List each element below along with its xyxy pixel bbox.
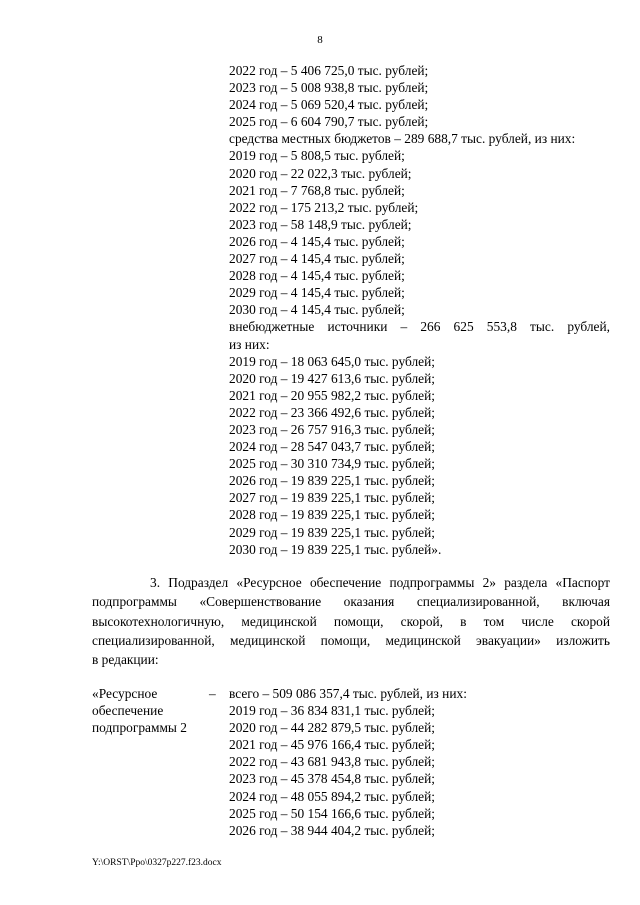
funding-line: 2025 год – 30 310 734,9 тыс. рублей; — [229, 456, 435, 472]
funding-line: 2027 год – 19 839 225,1 тыс. рублей; — [229, 490, 435, 506]
funding-line: 2028 год – 4 145,4 тыс. рублей; — [229, 268, 405, 284]
file-path-footer: Y:\ORST\Ppo\0327p227.f23.docx — [92, 858, 222, 868]
resource-label — [92, 685, 210, 736]
paragraph-line: в редакции: — [92, 652, 159, 668]
paragraph-line: подпрограммы «Совершенствование оказания специализированной, включая — [92, 594, 610, 610]
extrabudget-heading-cont: из них: — [229, 336, 270, 352]
funding-line: 2020 год – 22 022,3 тыс. рублей; — [229, 165, 412, 181]
funding-line: 2020 год – 19 427 613,6 тыс. рублей; — [229, 370, 435, 386]
funding-line: 2025 год – 6 604 790,7 тыс. рублей; — [229, 114, 429, 130]
funding-line: 2024 год – 28 547 043,7 тыс. рублей; — [229, 439, 435, 455]
label-dash: – — [209, 686, 216, 701]
paragraph-line: 3. Подраздел «Ресурсное обеспечение подпрограммы 2» раздела «Паспорт — [150, 575, 610, 590]
funding-line: 2029 год – 19 839 225,1 тыс. рублей; — [229, 524, 435, 540]
funding-line: 2021 год – 7 768,8 тыс. рублей; — [229, 182, 405, 198]
funding-line: 2024 год – 48 055 894,2 тыс. рублей; — [229, 788, 435, 804]
funding-line: 2019 год – 18 063 645,0 тыс. рублей; — [229, 353, 435, 369]
page-number: 8 — [317, 34, 323, 46]
funding-line: 2022 год – 5 406 725,0 тыс. рублей; — [229, 63, 429, 78]
funding-line: 2023 год – 5 008 938,8 тыс. рублей; — [229, 80, 429, 96]
resource-label-line: подпрограммы 2 — [92, 720, 187, 736]
paragraph-line: высокотехнологичную, медицинской помощи, скорой, в том числе скорой — [92, 613, 610, 629]
funding-line: 2022 год – 175 213,2 тыс. рублей; — [229, 199, 419, 215]
funding-list-section — [229, 685, 610, 839]
funding-list-top — [229, 62, 610, 558]
funding-line: 2024 год – 5 069 520,4 тыс. рублей; — [229, 97, 429, 113]
funding-line: 2020 год – 44 282 879,5 тыс. рублей; — [229, 720, 435, 736]
local-budget-heading: средства местных бюджетов – 289 688,7 тыс. рублей, из них: — [229, 131, 576, 147]
amendment-paragraph — [92, 573, 610, 669]
funding-line: 2028 год – 19 839 225,1 тыс. рублей; — [229, 507, 435, 523]
extrabudget-heading: внебюджетные источники – 266 625 553,8 тыс. рублей, — [229, 319, 610, 335]
funding-line: 2023 год – 45 378 454,8 тыс. рублей; — [229, 771, 435, 787]
funding-line: 2023 год – 58 148,9 тыс. рублей; — [229, 216, 412, 232]
resource-label-line: «Ресурсное — [92, 686, 158, 701]
funding-total: всего – 509 086 357,4 тыс. рублей, из них: — [229, 686, 467, 701]
funding-line: 2026 год – 19 839 225,1 тыс. рублей; — [229, 473, 435, 489]
funding-line: 2021 год – 20 955 982,2 тыс. рублей; — [229, 387, 435, 403]
funding-line: 2019 год – 36 834 831,1 тыс. рублей; — [229, 703, 435, 719]
funding-line: 2026 год – 4 145,4 тыс. рублей; — [229, 233, 405, 249]
funding-line: 2027 год – 4 145,4 тыс. рублей; — [229, 251, 405, 267]
funding-line: 2029 год – 4 145,4 тыс. рублей; — [229, 285, 405, 301]
funding-line: 2022 год – 23 366 492,6 тыс. рублей; — [229, 404, 435, 420]
funding-line: 2022 год – 43 681 943,8 тыс. рублей; — [229, 754, 435, 770]
funding-line: 2030 год – 4 145,4 тыс. рублей; — [229, 302, 405, 318]
funding-line: 2019 год – 5 808,5 тыс. рублей; — [229, 148, 405, 164]
funding-line: 2026 год – 38 944 404,2 тыс. рублей; — [229, 822, 435, 838]
resource-label-line: обеспечение — [92, 703, 164, 719]
funding-line: 2021 год – 45 976 166,4 тыс. рублей; — [229, 737, 435, 753]
funding-line: 2023 год – 26 757 916,3 тыс. рублей; — [229, 421, 435, 437]
paragraph-line: специализированной, медицинской помощи, медицинской эвакуации» изложить — [92, 632, 610, 648]
funding-line: 2030 год – 19 839 225,1 тыс. рублей». — [229, 541, 442, 557]
funding-line: 2025 год – 50 154 166,6 тыс. рублей; — [229, 805, 435, 821]
